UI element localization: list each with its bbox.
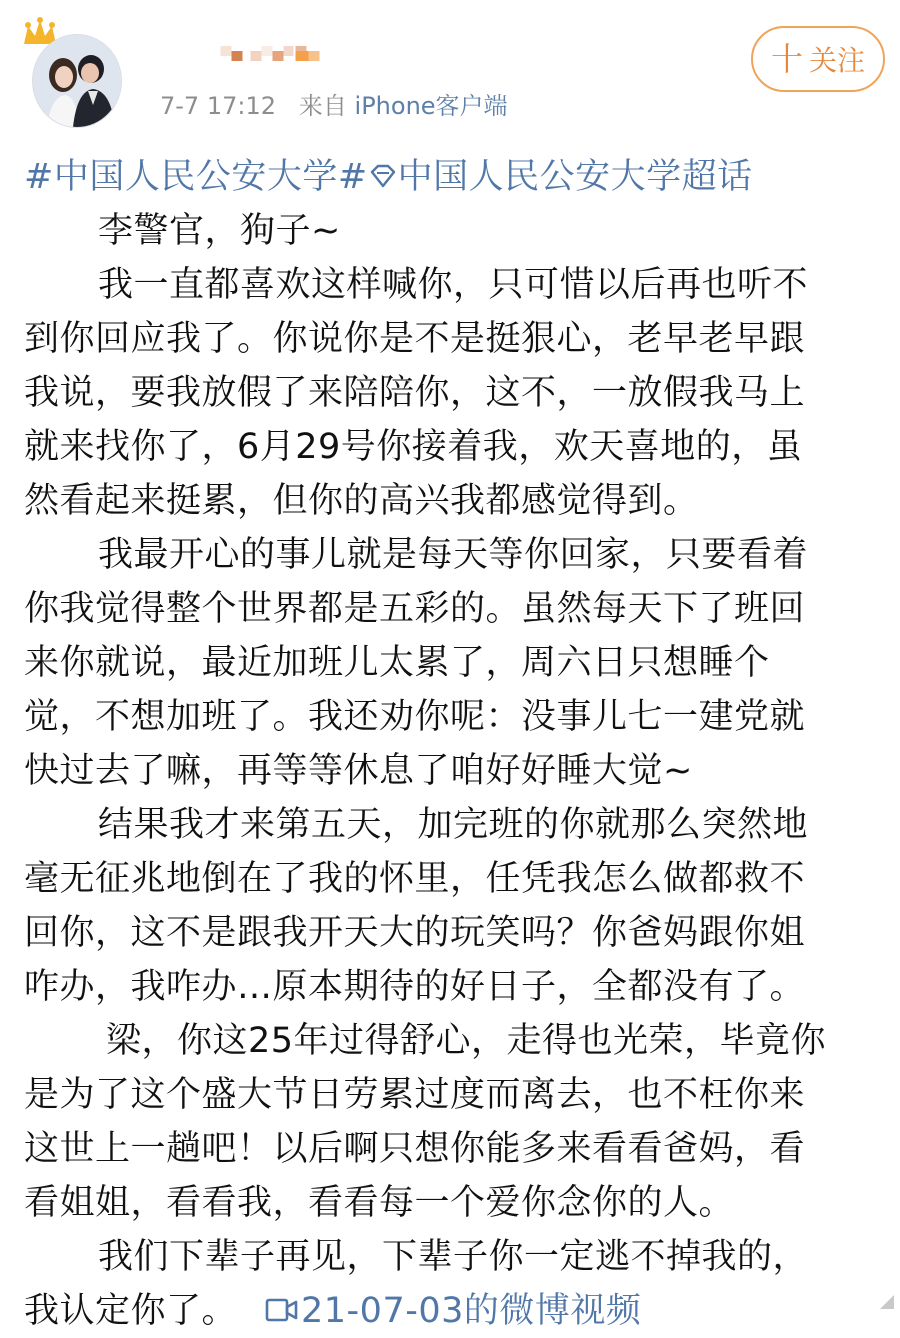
video-icon [265, 1296, 299, 1324]
text-line: 来你就说，最近加班儿太累了，周六日只想睡个 [24, 643, 770, 683]
text-line: 咋办，我咋办…原本期待的好日子，全都没有了。 [24, 967, 806, 1007]
source-prefix: 来自 [298, 92, 347, 120]
text-line: 看姐姐，看看我，看看每一个爱你念你的人。 [24, 1183, 735, 1223]
post-header [0, 0, 900, 140]
text-line: 到你回应我了。你说你是不是挺狠心，老早老早跟 [24, 319, 806, 359]
plus-icon: 十 [770, 40, 803, 78]
text-line: 回你，这不是跟我开天大的玩笑吗？你爸妈跟你姐 [24, 913, 806, 953]
follow-label: 关注 [809, 44, 866, 77]
text-line: 毫无征兆地倒在了我的怀里，任凭我怎么做都救不 [24, 859, 806, 899]
post-timestamp: 7-7 17:12 [160, 92, 276, 120]
topic-tag-link[interactable]: #中国人民公安大学# [24, 157, 368, 197]
text-line: 我说，要我放假了来陪陪你，这不，一放假我马上 [24, 373, 806, 413]
text-line: 你我觉得整个世界都是五彩的。虽然每天下了班回 [24, 589, 806, 629]
last-line [24, 1284, 884, 1338]
text-line: 我一直都喜欢这样喊你，只可惜以后再也听不 [98, 265, 809, 305]
super-topic-link[interactable]: 中国人民公安大学超话 [397, 157, 753, 197]
video-link[interactable] [265, 1291, 641, 1331]
follow-button[interactable] [751, 26, 885, 92]
text-line: 就来找你了，6月29号你接着我，欢天喜地的，虽 [24, 427, 803, 467]
post-body [24, 150, 884, 1338]
text-line: 这世上一趟吧！以后啊只想你能多来看看爸妈，看 [24, 1129, 806, 1169]
text-line: 然看起来挺累，但你的高兴我都感觉得到。 [24, 481, 699, 521]
super-topic-diamond-icon [368, 161, 398, 191]
source-device[interactable]: iPhone客户端 [354, 92, 508, 120]
avatar-photo [32, 34, 122, 128]
censor-mosaic [168, 46, 378, 66]
text-line: 结果我才来第五天，加完班的你就那么突然地 [98, 805, 809, 845]
post-meta [160, 86, 508, 121]
video-link-label: 21-07-03的微博视频 [301, 1291, 642, 1331]
text-line: 快过去了嘛，再等等休息了咱好好睡大觉~ [24, 751, 693, 791]
corner-triangle-icon [880, 1295, 894, 1309]
text-line: 李警官，狗子~ [98, 211, 341, 251]
avatar[interactable] [20, 16, 120, 128]
text-line: 我认定你了。 [24, 1291, 238, 1331]
text-line: 是为了这个盛大节日劳累过度而离去，也不枉你来 [24, 1075, 806, 1115]
text-line: 我最开心的事儿就是每天等你回家，只要看着 [98, 535, 809, 575]
topic-tags [24, 150, 884, 204]
text-line: 觉，不想加班了。我还劝你呢：没事儿七一建党就 [24, 697, 806, 737]
username-mosaic[interactable] [168, 36, 378, 76]
text-line: 梁，你这25年过得舒心，走得也光荣，毕竟你 [106, 1021, 827, 1061]
text-line: 我们下辈子再见，下辈子你一定逃不掉我的， [98, 1237, 809, 1277]
